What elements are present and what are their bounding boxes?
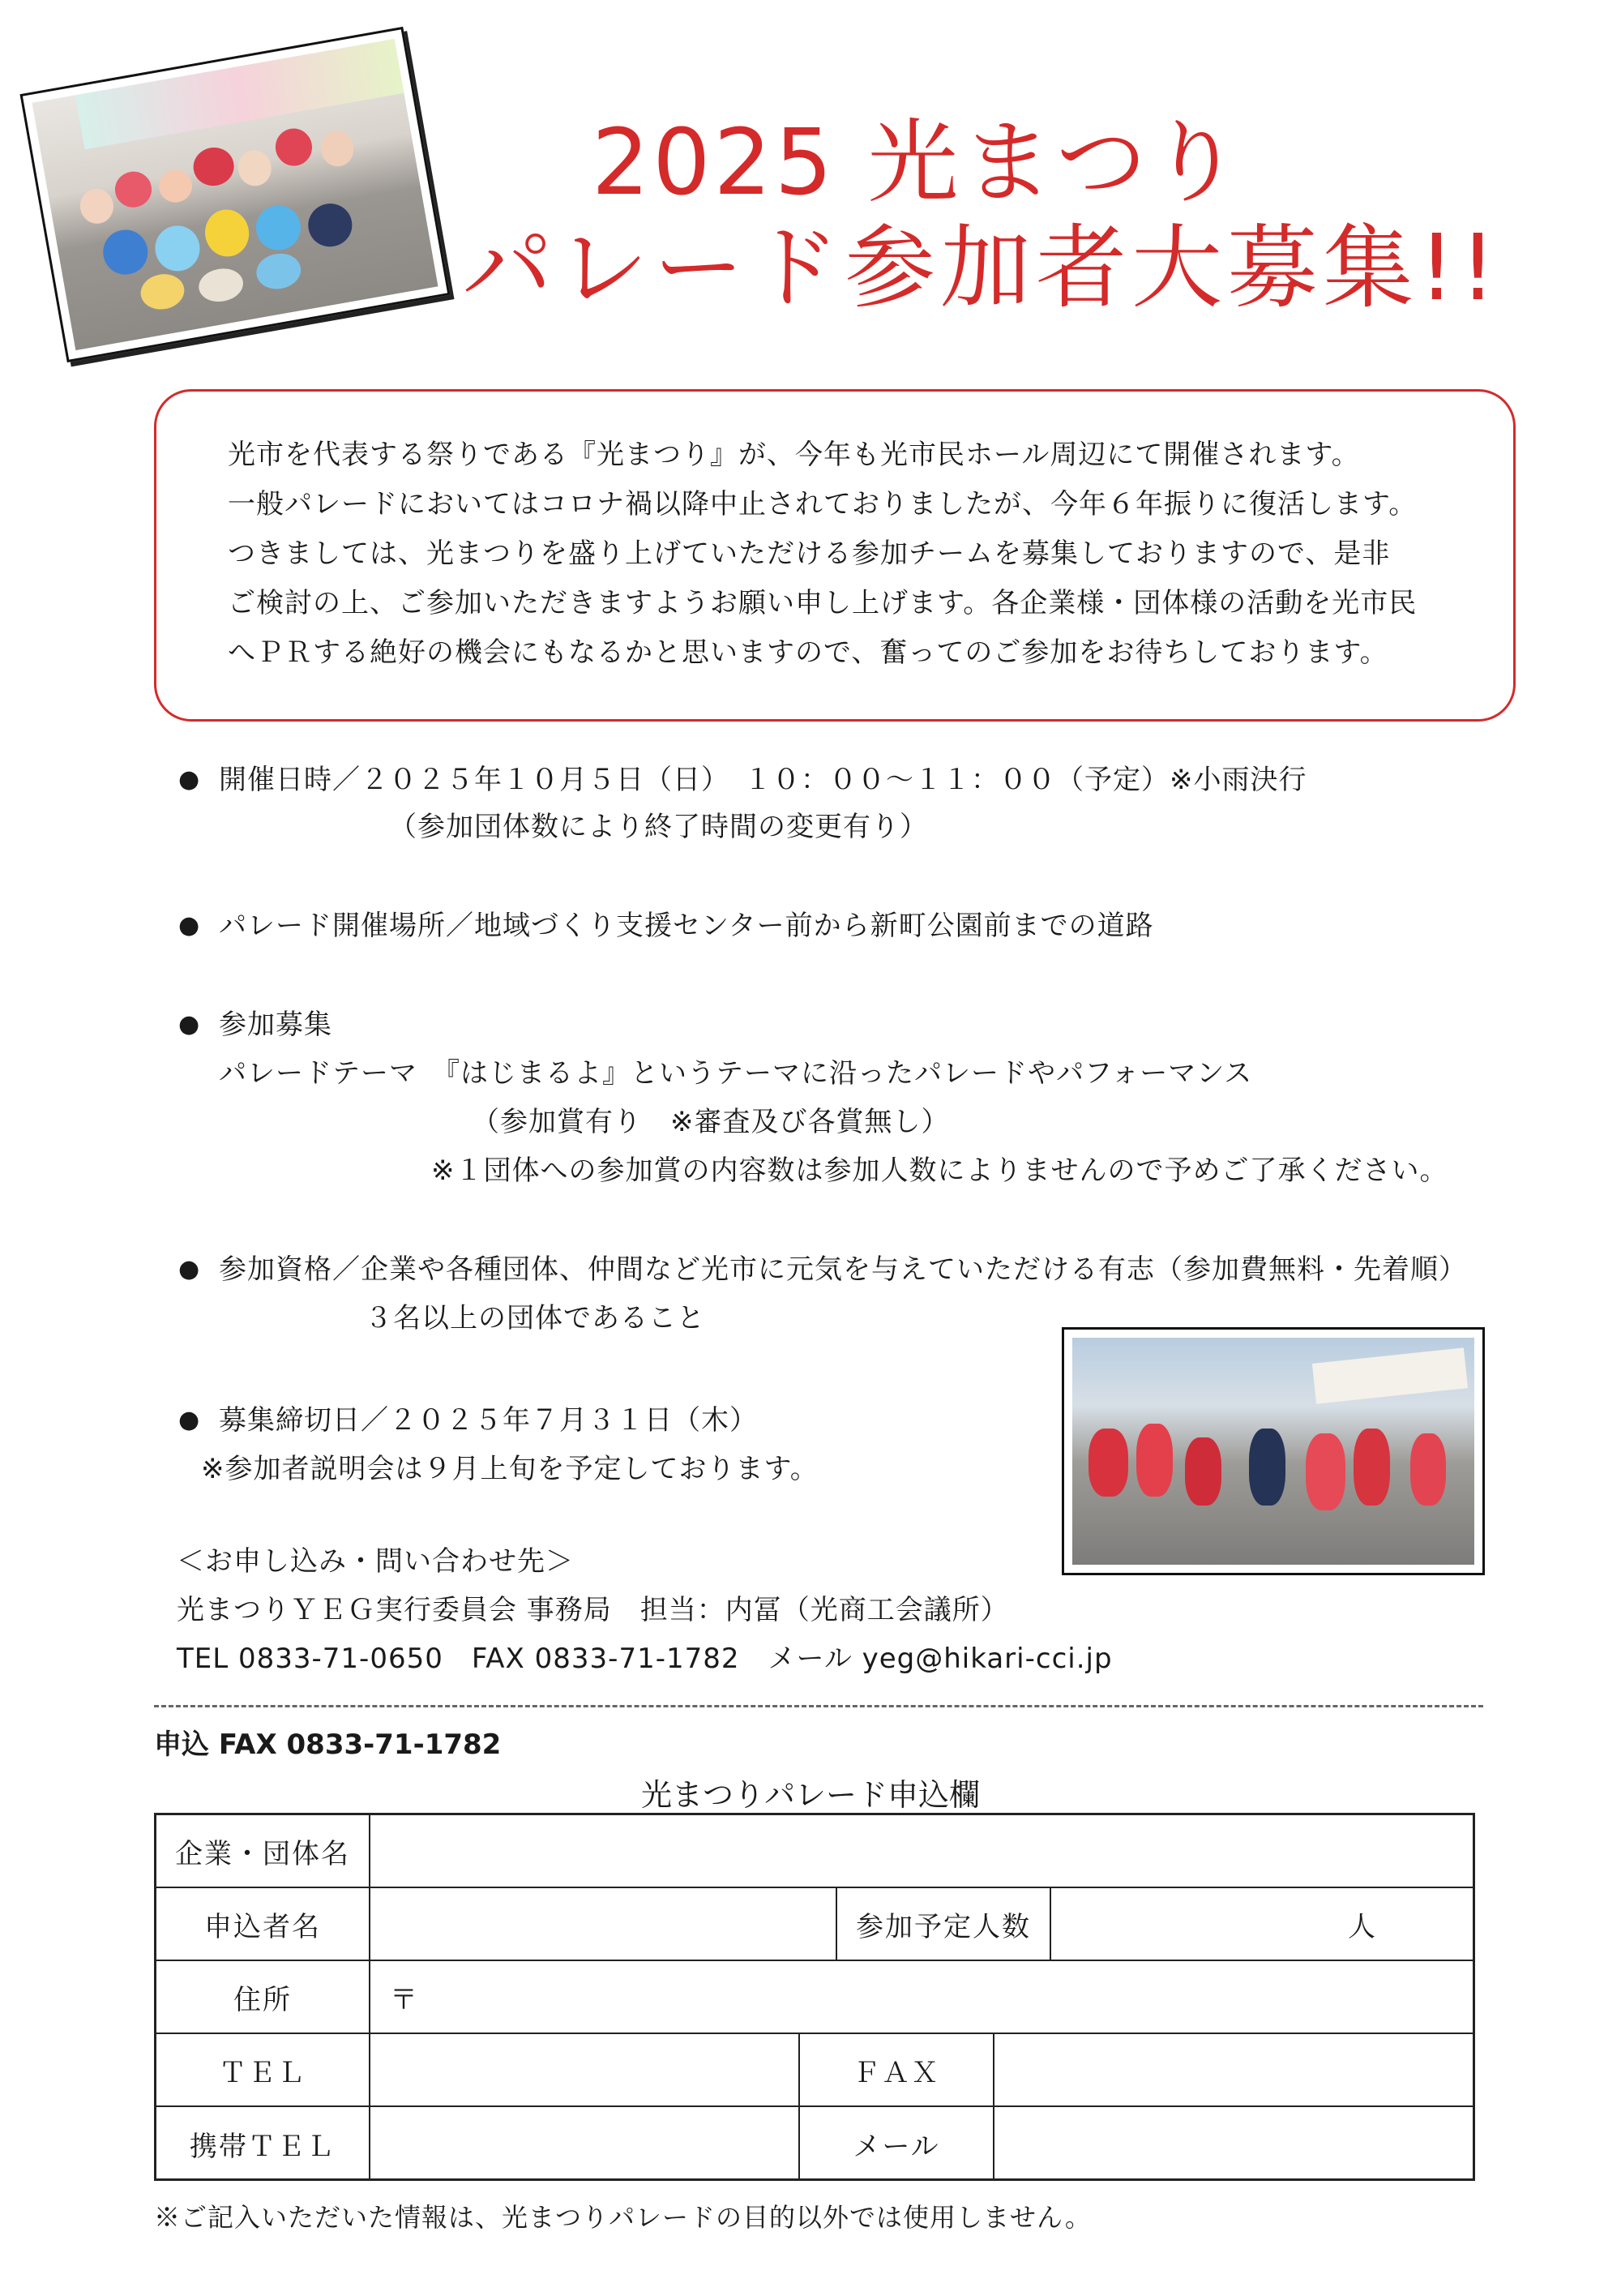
mail-input[interactable] bbox=[994, 2107, 1474, 2180]
qualification-note: ３名以上の団体であること bbox=[365, 1302, 705, 1334]
intro-line: 一般パレードにおいてはコロナ禍以降中止されておりましたが、今年６年振りに復活します。 bbox=[228, 488, 1418, 520]
applicant-label: 申込者名 bbox=[156, 1888, 370, 1960]
title-line-2: パレード参加者大募集!! bbox=[462, 216, 1501, 321]
company-label: 企業・団体名 bbox=[156, 1815, 370, 1887]
intro-line: 光市を代表する祭りである『光まつり』が、今年も光市民ホール周辺にて開催されます。 bbox=[228, 439, 1360, 471]
deadline: ● 募集締切日／２０２５年７月３１日（木） bbox=[219, 1401, 758, 1440]
form-title: 光まつりパレード申込欄 bbox=[640, 1777, 980, 1813]
count-label: 参加予定人数 bbox=[837, 1888, 1051, 1960]
intro-line: へＰＲする絶好の機会にもなるかと思いますので、奮ってのご参加をお待ちしております。 bbox=[228, 636, 1388, 669]
tel-label: ＴＥＬ bbox=[156, 2034, 370, 2105]
intro-box bbox=[154, 389, 1516, 722]
address-label: 住所 bbox=[156, 1961, 370, 2033]
applicant-input[interactable] bbox=[370, 1888, 837, 1960]
mobile-input[interactable] bbox=[370, 2107, 800, 2180]
form-row-applicant bbox=[156, 1888, 1473, 1961]
parade-theme: パレードテーマ 『はじまるよ』というテーマに沿ったパレードやパフォーマンス bbox=[219, 1057, 1253, 1090]
deadline-note: ※参加者説明会は９月上旬を予定しております。 bbox=[201, 1453, 819, 1485]
contact-org: 光まつりＹＥＧ実行委員会 事務局 担当：内冨（光商工会議所） bbox=[177, 1594, 1009, 1626]
application-form bbox=[154, 1813, 1475, 2181]
tel-input[interactable] bbox=[370, 2034, 800, 2105]
cut-line-divider bbox=[154, 1705, 1483, 1707]
event-date-note: （参加団体数により終了時間の変更有り） bbox=[389, 811, 928, 843]
contact-heading: ＜お申し込み・問い合わせ先＞ bbox=[177, 1545, 574, 1578]
recruit-heading: ● 参加募集 bbox=[219, 1005, 332, 1044]
event-date: ● 開催日時／２０２５年１０月５日（日） １０：００～１１：００（予定）※小雨決行 bbox=[219, 760, 1307, 799]
form-row-address bbox=[156, 1961, 1473, 2034]
form-row-tel bbox=[156, 2034, 1473, 2107]
contact-numbers: TEL 0833-71-0650 FAX 0833-71-1782 メール yeg@hikari-cci.jp bbox=[177, 1643, 1113, 1675]
company-input[interactable] bbox=[370, 1815, 1474, 1887]
form-row-company bbox=[156, 1815, 1473, 1888]
group-photo bbox=[19, 27, 450, 362]
fax-input[interactable] bbox=[994, 2034, 1474, 2105]
intro-line: ご検討の上、ご参加いただきますようお願い申し上げます。各企業様・団体様の活動を光市民 bbox=[228, 587, 1418, 619]
prize-info: （参加賞有り ※審査及び各賞無し） bbox=[472, 1106, 950, 1138]
count-unit: 人 bbox=[1348, 1910, 1377, 1943]
postal-mark: 〒 bbox=[390, 1983, 419, 2016]
mobile-label: 携帯ＴＥＬ bbox=[156, 2107, 370, 2180]
fax-label: ＦＡＸ bbox=[800, 2034, 994, 2105]
privacy-footnote: ※ご記入いただいた情報は、光まつりパレードの目的以外では使用しません。 bbox=[154, 2202, 1092, 2233]
title-line-1: 2025 光まつり bbox=[592, 110, 1244, 216]
qualification: ● 参加資格／企業や各種団体、仲間など光市に元気を与えていただける有志（参加費無料・先着順） bbox=[219, 1250, 1467, 1289]
parade-place: ● パレード開催場所／地域づくり支援センター前から新町公園前までの道路 bbox=[219, 906, 1154, 945]
form-row-mobile bbox=[156, 2107, 1473, 2180]
page-title bbox=[454, 110, 1589, 321]
intro-line: つきましては、光まつりを盛り上げていただける参加チームを募集しておりますので、是非 bbox=[228, 538, 1391, 570]
count-input[interactable] bbox=[1051, 1888, 1474, 1960]
parade-photo bbox=[1062, 1327, 1485, 1575]
address-input[interactable] bbox=[370, 1961, 1474, 2033]
fax-heading: 申込 FAX 0833-71-1782 bbox=[154, 1728, 502, 1761]
mail-label: メール bbox=[800, 2107, 994, 2180]
prize-note: ※１団体への参加賞の内容数は参加人数によりませんので予めご了承ください。 bbox=[431, 1154, 1448, 1187]
